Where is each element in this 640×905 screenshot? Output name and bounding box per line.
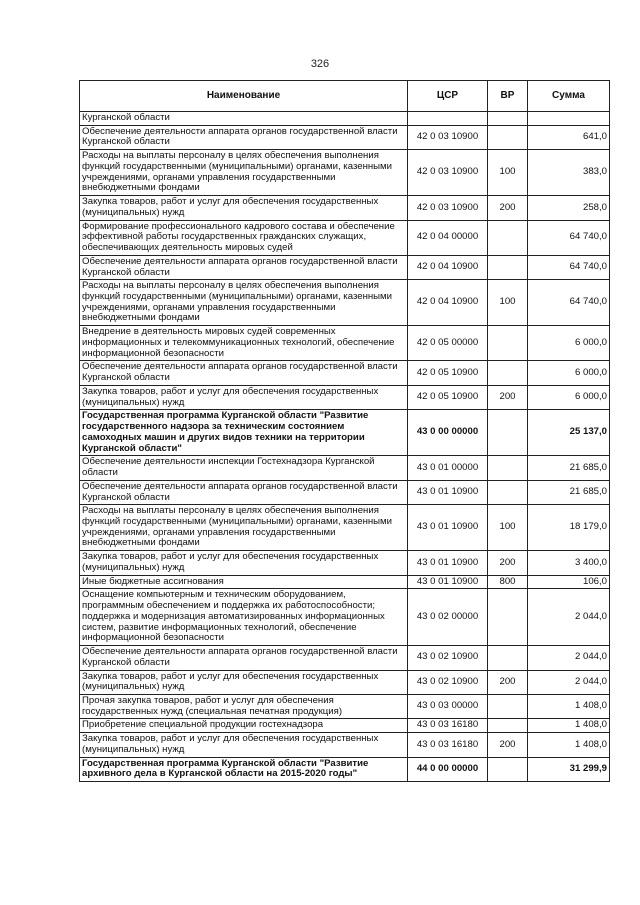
page-number: 326 bbox=[310, 58, 330, 70]
cell-sum: 106,0 bbox=[528, 575, 610, 589]
cell-csr: 42 0 05 10900 bbox=[408, 385, 488, 409]
table-row bbox=[80, 505, 610, 551]
table-row bbox=[80, 112, 610, 126]
cell-sum: 2 044,0 bbox=[528, 646, 610, 670]
cell-sum: 258,0 bbox=[528, 196, 610, 220]
cell-vr bbox=[488, 589, 528, 646]
table-row bbox=[80, 575, 610, 589]
cell-sum: 21 685,0 bbox=[528, 456, 610, 480]
cell-csr: 43 0 03 00000 bbox=[408, 694, 488, 718]
cell-name: Обеспечение деятельности аппарата органов государственной власти Курганской области bbox=[80, 255, 408, 279]
cell-vr: 200 bbox=[488, 670, 528, 694]
cell-vr bbox=[488, 326, 528, 361]
cell-vr: 200 bbox=[488, 551, 528, 575]
cell-sum: 1 408,0 bbox=[528, 694, 610, 718]
cell-csr: 42 0 04 10900 bbox=[408, 255, 488, 279]
table-row bbox=[80, 646, 610, 670]
cell-csr: 42 0 03 10900 bbox=[408, 125, 488, 149]
cell-name: Расходы на выплаты персоналу в целях обеспечения выполнения функций государственными (муниципальными) органами, казенными учреждениями, органами управления государственными внебюджетными фондами bbox=[80, 150, 408, 196]
cell-sum: 3 400,0 bbox=[528, 551, 610, 575]
cell-name: Обеспечение деятельности аппарата органов государственной власти Курганской области bbox=[80, 480, 408, 504]
table-row bbox=[80, 220, 610, 255]
cell-sum: 25 137,0 bbox=[528, 410, 610, 456]
cell-name: Закупка товаров, работ и услуг для обеспечения государственных (муниципальных) нужд bbox=[80, 733, 408, 757]
table-body bbox=[80, 112, 610, 782]
cell-csr: 42 0 04 10900 bbox=[408, 280, 488, 326]
cell-name: Государственная программа Курганской области "Развитие государственного надзора за техническим состоянием самоходных машин и других видов техники на территории Курганской области" bbox=[80, 410, 408, 456]
cell-name: Государственная программа Курганской области "Развитие архивного дела в Курганской области на 2015-2020 годы" bbox=[80, 757, 408, 781]
table-row bbox=[80, 480, 610, 504]
table-row bbox=[80, 757, 610, 781]
cell-sum: 2 044,0 bbox=[528, 589, 610, 646]
header-name: Наименование bbox=[80, 81, 408, 112]
table-row bbox=[80, 255, 610, 279]
table-row bbox=[80, 410, 610, 456]
cell-vr bbox=[488, 757, 528, 781]
cell-sum: 31 299,9 bbox=[528, 757, 610, 781]
cell-sum: 1 408,0 bbox=[528, 719, 610, 733]
cell-vr: 200 bbox=[488, 196, 528, 220]
table-row bbox=[80, 670, 610, 694]
cell-csr: 42 0 03 10900 bbox=[408, 196, 488, 220]
cell-sum: 641,0 bbox=[528, 125, 610, 149]
table-row bbox=[80, 551, 610, 575]
cell-sum: 18 179,0 bbox=[528, 505, 610, 551]
cell-csr: 43 0 00 00000 bbox=[408, 410, 488, 456]
cell-csr: 42 0 05 00000 bbox=[408, 326, 488, 361]
cell-sum: 21 685,0 bbox=[528, 480, 610, 504]
cell-sum: 6 000,0 bbox=[528, 361, 610, 385]
cell-name: Закупка товаров, работ и услуг для обеспечения государственных (муниципальных) нужд bbox=[80, 385, 408, 409]
cell-sum: 6 000,0 bbox=[528, 385, 610, 409]
cell-sum: 1 408,0 bbox=[528, 733, 610, 757]
cell-sum: 2 044,0 bbox=[528, 670, 610, 694]
cell-csr: 42 0 05 10900 bbox=[408, 361, 488, 385]
header-csr: ЦСР bbox=[408, 81, 488, 112]
table-row bbox=[80, 125, 610, 149]
cell-vr bbox=[488, 410, 528, 456]
cell-name: Обеспечение деятельности аппарата органов государственной власти Курганской области bbox=[80, 361, 408, 385]
cell-csr: 43 0 03 16180 bbox=[408, 733, 488, 757]
cell-vr bbox=[488, 646, 528, 670]
cell-vr: 100 bbox=[488, 505, 528, 551]
cell-name: Обеспечение деятельности аппарата органов государственной власти Курганской области bbox=[80, 125, 408, 149]
cell-name: Обеспечение деятельности аппарата органов государственной власти Курганской области bbox=[80, 646, 408, 670]
cell-name: Прочая закупка товаров, работ и услуг для обеспечения государственных нужд (специальная печатная продукция) bbox=[80, 694, 408, 718]
cell-sum: 64 740,0 bbox=[528, 220, 610, 255]
cell-csr: 43 0 01 10900 bbox=[408, 575, 488, 589]
cell-csr: 43 0 01 10900 bbox=[408, 480, 488, 504]
header-vr: ВР bbox=[488, 81, 528, 112]
cell-sum: 383,0 bbox=[528, 150, 610, 196]
cell-sum: 6 000,0 bbox=[528, 326, 610, 361]
cell-name: Иные бюджетные ассигнования bbox=[80, 575, 408, 589]
cell-name: Обеспечение деятельности инспекции Гостехнадзора Курганской области bbox=[80, 456, 408, 480]
cell-name: Расходы на выплаты персоналу в целях обеспечения выполнения функций государственными (муниципальными) органами, казенными учреждениями, органами управления государственными внебюджетными фондами bbox=[80, 505, 408, 551]
cell-vr: 100 bbox=[488, 280, 528, 326]
cell-sum bbox=[528, 112, 610, 126]
cell-name: Закупка товаров, работ и услуг для обеспечения государственных (муниципальных) нужд bbox=[80, 670, 408, 694]
cell-vr bbox=[488, 125, 528, 149]
table-row bbox=[80, 196, 610, 220]
table-row bbox=[80, 456, 610, 480]
table-row bbox=[80, 385, 610, 409]
cell-sum: 64 740,0 bbox=[528, 280, 610, 326]
cell-vr: 100 bbox=[488, 150, 528, 196]
cell-csr: 43 0 01 10900 bbox=[408, 551, 488, 575]
cell-vr bbox=[488, 220, 528, 255]
table-row bbox=[80, 733, 610, 757]
cell-csr: 43 0 03 16180 bbox=[408, 719, 488, 733]
table-row bbox=[80, 280, 610, 326]
cell-csr bbox=[408, 112, 488, 126]
table-row bbox=[80, 719, 610, 733]
cell-csr: 42 0 04 00000 bbox=[408, 220, 488, 255]
cell-vr bbox=[488, 456, 528, 480]
header-sum: Сумма bbox=[528, 81, 610, 112]
cell-vr: 200 bbox=[488, 385, 528, 409]
cell-csr: 43 0 02 10900 bbox=[408, 646, 488, 670]
table-row bbox=[80, 150, 610, 196]
cell-name: Расходы на выплаты персоналу в целях обеспечения выполнения функций государственными (муниципальными) органами, казенными учреждениями, органами управления государственными внебюджетными фондами bbox=[80, 280, 408, 326]
cell-name: Оснащение компьютерным и техническим оборудованием, программным обеспечением и поддержка их работоспособности; поддержка и модернизация автоматизированных информационных систем, развитие информационных технологий, обеспечение информационной безопасности bbox=[80, 589, 408, 646]
cell-csr: 44 0 00 00000 bbox=[408, 757, 488, 781]
cell-name: Закупка товаров, работ и услуг для обеспечения государственных (муниципальных) нужд bbox=[80, 551, 408, 575]
cell-name: Приобретение специальной продукции гостехнадзора bbox=[80, 719, 408, 733]
cell-vr bbox=[488, 719, 528, 733]
cell-vr bbox=[488, 112, 528, 126]
cell-name: Курганской области bbox=[80, 112, 408, 126]
cell-csr: 43 0 01 00000 bbox=[408, 456, 488, 480]
cell-name: Формирование профессионального кадрового состава и обеспечение эффективной работы государственных гражданских служащих, обеспечивающих деятельность мировых судей bbox=[80, 220, 408, 255]
cell-vr bbox=[488, 255, 528, 279]
table-row bbox=[80, 361, 610, 385]
table-row bbox=[80, 589, 610, 646]
cell-name: Внедрение в деятельность мировых судей современных информационных и телекоммуникационных технологий, обеспечение информационной безопасности bbox=[80, 326, 408, 361]
cell-sum: 64 740,0 bbox=[528, 255, 610, 279]
cell-vr bbox=[488, 361, 528, 385]
cell-csr: 43 0 02 10900 bbox=[408, 670, 488, 694]
table-row bbox=[80, 694, 610, 718]
cell-csr: 42 0 03 10900 bbox=[408, 150, 488, 196]
cell-vr bbox=[488, 480, 528, 504]
cell-vr: 800 bbox=[488, 575, 528, 589]
cell-vr bbox=[488, 694, 528, 718]
table-header-row bbox=[80, 81, 610, 112]
cell-csr: 43 0 01 10900 bbox=[408, 505, 488, 551]
table-row bbox=[80, 326, 610, 361]
cell-vr: 200 bbox=[488, 733, 528, 757]
cell-csr: 43 0 02 00000 bbox=[408, 589, 488, 646]
cell-name: Закупка товаров, работ и услуг для обеспечения государственных (муниципальных) нужд bbox=[80, 196, 408, 220]
budget-table bbox=[79, 80, 610, 782]
